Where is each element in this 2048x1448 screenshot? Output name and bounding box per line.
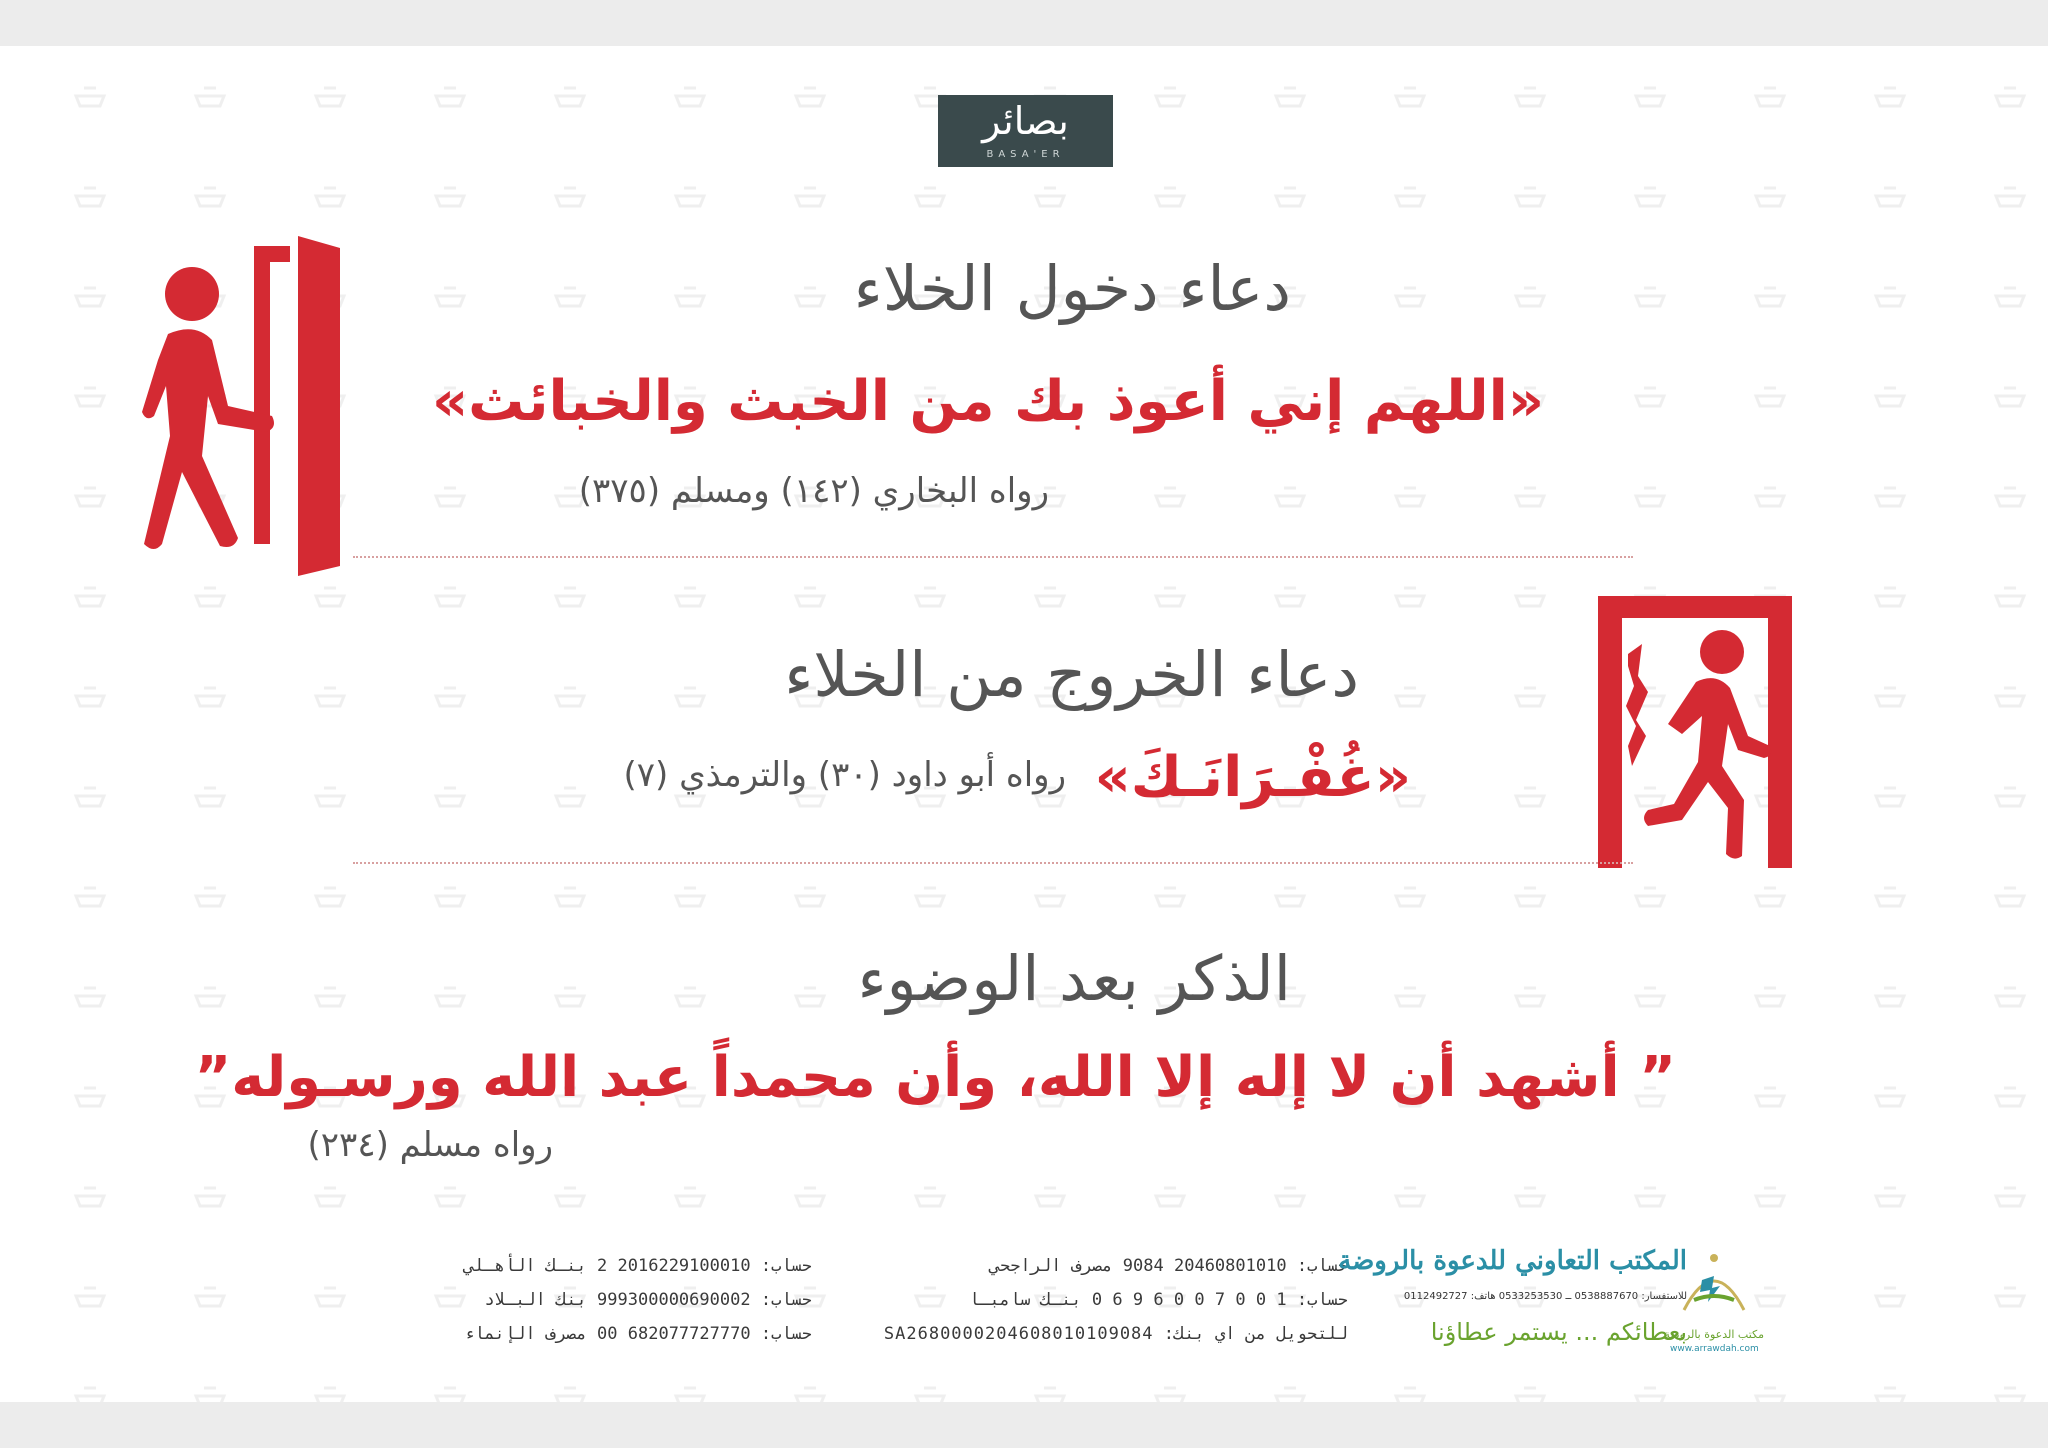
pattern-motif xyxy=(1876,588,1904,606)
pattern-motif xyxy=(1396,588,1424,606)
section-3-reference: رواه مسلم (٢٣٤) xyxy=(307,1125,553,1165)
pattern-motif xyxy=(196,588,224,606)
pattern-motif xyxy=(1516,788,1544,806)
pattern-motif xyxy=(1996,388,2024,406)
pattern-motif xyxy=(1996,588,2024,606)
pattern-motif xyxy=(76,288,104,306)
pattern-motif xyxy=(916,588,944,606)
pattern-motif xyxy=(1876,1188,1904,1206)
pattern-motif xyxy=(76,788,104,806)
pattern-motif xyxy=(916,1288,944,1306)
pattern-motif xyxy=(1996,488,2024,506)
pattern-motif xyxy=(916,1188,944,1206)
pattern-motif xyxy=(196,1188,224,1206)
pattern-motif xyxy=(676,88,704,106)
pattern-motif xyxy=(1996,688,2024,706)
pattern-motif xyxy=(196,1288,224,1306)
pattern-motif xyxy=(1276,888,1304,906)
pattern-motif xyxy=(1276,88,1304,106)
pattern-motif xyxy=(556,588,584,606)
pattern-motif xyxy=(76,188,104,206)
pattern-motif xyxy=(316,1388,344,1402)
office-logo-url: www.arrawdah.com xyxy=(1670,1344,1759,1354)
office-name: المكتب التعاوني للدعوة بالروضة xyxy=(1338,1246,1687,1276)
pattern-motif xyxy=(1876,1288,1904,1306)
section-2-reference: رواه أبو داود (٣٠) والترمذي (٧) xyxy=(623,755,1066,795)
bank-iban: للتحويل من اي بنك: SA2680000204608010109084 xyxy=(883,1324,1348,1344)
pattern-motif xyxy=(1636,1388,1664,1402)
pattern-motif xyxy=(316,188,344,206)
pattern-motif xyxy=(1756,388,1784,406)
pattern-motif xyxy=(1516,688,1544,706)
pattern-motif xyxy=(76,1188,104,1206)
pattern-motif xyxy=(1876,188,1904,206)
office-slogan: بعطائكم ... يستمر عطاؤنا xyxy=(1430,1318,1687,1346)
pattern-motif xyxy=(1996,88,2024,106)
pattern-motif xyxy=(556,888,584,906)
pattern-motif xyxy=(196,188,224,206)
pattern-motif xyxy=(1156,1188,1184,1206)
pattern-motif xyxy=(556,988,584,1006)
pattern-motif xyxy=(1636,188,1664,206)
basaer-logo xyxy=(938,95,1113,167)
pattern-motif xyxy=(796,1388,824,1402)
pattern-motif xyxy=(556,1388,584,1402)
pattern-motif xyxy=(676,888,704,906)
pattern-motif xyxy=(1756,1388,1784,1402)
pattern-motif xyxy=(76,488,104,506)
pattern-motif xyxy=(76,988,104,1006)
pattern-motif xyxy=(1516,88,1544,106)
pattern-motif xyxy=(1396,288,1424,306)
pattern-motif xyxy=(796,1188,824,1206)
section-1-reference: رواه البخاري (١٤٢) ومسلم (٣٧٥) xyxy=(578,471,1049,511)
pattern-motif xyxy=(1876,788,1904,806)
person-exiting-door-icon xyxy=(1598,596,1792,868)
person-entering-door-icon xyxy=(140,236,350,576)
pattern-motif xyxy=(316,988,344,1006)
section-2-title: دعاء الخروج من الخلاء xyxy=(784,638,1359,711)
pattern-motif xyxy=(1996,288,2024,306)
pattern-motif xyxy=(316,688,344,706)
pattern-motif xyxy=(196,88,224,106)
pattern-motif xyxy=(916,888,944,906)
pattern-motif xyxy=(1636,488,1664,506)
office-logo-name: مكتب الدعوة بالروضة xyxy=(1664,1328,1764,1341)
pattern-motif xyxy=(676,688,704,706)
pattern-motif xyxy=(1636,288,1664,306)
bank-rajhi: حساب: 20460801010 9084 مصرف الراجحي xyxy=(989,1256,1348,1276)
pattern-motif xyxy=(1996,988,2024,1006)
pattern-motif xyxy=(1636,1188,1664,1206)
pattern-motif xyxy=(1756,1088,1784,1106)
pattern-motif xyxy=(76,1388,104,1402)
pattern-motif xyxy=(1876,988,1904,1006)
pattern-motif xyxy=(436,188,464,206)
pattern-motif xyxy=(796,188,824,206)
pattern-motif xyxy=(316,788,344,806)
logo-latin-text: BASA'ER xyxy=(986,149,1065,160)
pattern-motif xyxy=(1156,1388,1184,1402)
pattern-motif xyxy=(916,188,944,206)
pattern-motif xyxy=(1756,288,1784,306)
pattern-motif xyxy=(556,1188,584,1206)
pattern-motif xyxy=(316,588,344,606)
pattern-motif xyxy=(1996,888,2024,906)
pattern-motif xyxy=(1876,688,1904,706)
office-phones: للاستفسار: 0538887670 ــ 0533253530 هاتف: 0112492727 xyxy=(1403,1291,1687,1302)
pattern-motif xyxy=(436,988,464,1006)
pattern-motif xyxy=(796,588,824,606)
pattern-motif xyxy=(796,988,824,1006)
pattern-motif xyxy=(556,88,584,106)
pattern-motif xyxy=(196,688,224,706)
pattern-motif xyxy=(76,1088,104,1106)
pattern-motif xyxy=(1036,188,1064,206)
pattern-motif xyxy=(436,1188,464,1206)
pattern-motif xyxy=(1636,388,1664,406)
pattern-motif xyxy=(1276,188,1304,206)
pattern-motif xyxy=(796,88,824,106)
pattern-motif xyxy=(436,88,464,106)
pattern-motif xyxy=(1156,88,1184,106)
pattern-motif xyxy=(436,588,464,606)
pattern-motif xyxy=(76,1288,104,1306)
pattern-motif xyxy=(1636,88,1664,106)
bank-alinma: حساب: 682077727770 00 مصرف الإنماء xyxy=(463,1324,812,1344)
pattern-motif xyxy=(1516,188,1544,206)
pattern-motif xyxy=(1996,1388,2024,1402)
pattern-motif xyxy=(556,288,584,306)
pattern-motif xyxy=(1636,888,1664,906)
pattern-motif xyxy=(1756,1188,1784,1206)
pattern-motif xyxy=(1036,1388,1064,1402)
pattern-motif xyxy=(1876,1388,1904,1402)
pattern-motif xyxy=(76,388,104,406)
pattern-motif xyxy=(1756,1288,1784,1306)
pattern-motif xyxy=(1516,288,1544,306)
pattern-motif xyxy=(436,788,464,806)
pattern-motif xyxy=(1396,1188,1424,1206)
pattern-motif xyxy=(1396,188,1424,206)
section-divider xyxy=(353,862,1633,864)
section-3-dua: ” أشهد أن لا إله إلا الله، وأن محمداً عبد الله ورسـوله” xyxy=(194,1045,1676,1110)
section-divider xyxy=(353,556,1633,558)
pattern-motif xyxy=(1756,188,1784,206)
pattern-motif xyxy=(1996,1188,2024,1206)
pattern-motif xyxy=(676,1188,704,1206)
pattern-motif xyxy=(1876,1088,1904,1106)
pattern-motif xyxy=(76,588,104,606)
pattern-motif xyxy=(316,888,344,906)
pattern-motif xyxy=(1756,88,1784,106)
pattern-motif xyxy=(1396,888,1424,906)
pattern-motif xyxy=(1996,788,2024,806)
pattern-motif xyxy=(1036,1188,1064,1206)
bank-albilad: حساب: 999300000690002 بنك البـلاد xyxy=(484,1290,812,1310)
pattern-motif xyxy=(1156,488,1184,506)
pattern-motif xyxy=(1756,488,1784,506)
pattern-motif xyxy=(1396,688,1424,706)
poster-sheet xyxy=(0,46,2048,1402)
pattern-motif xyxy=(196,788,224,806)
pattern-motif xyxy=(1756,988,1784,1006)
pattern-motif xyxy=(556,788,584,806)
pattern-motif xyxy=(676,1388,704,1402)
pattern-motif xyxy=(676,188,704,206)
pattern-motif xyxy=(1396,988,1424,1006)
pattern-motif xyxy=(436,1388,464,1402)
pattern-motif xyxy=(1516,588,1544,606)
pattern-motif xyxy=(1636,988,1664,1006)
pattern-motif xyxy=(1396,1388,1424,1402)
pattern-motif xyxy=(1276,488,1304,506)
pattern-motif xyxy=(1396,488,1424,506)
section-1-title: دعاء دخول الخلاء xyxy=(853,252,1291,325)
pattern-motif xyxy=(1516,888,1544,906)
pattern-motif xyxy=(436,1288,464,1306)
pattern-motif xyxy=(436,688,464,706)
pattern-motif xyxy=(1876,888,1904,906)
pattern-motif xyxy=(676,288,704,306)
pattern-motif xyxy=(1036,588,1064,606)
bank-ahli: حساب: 2016229100010 2 بنـك الأهـلي xyxy=(463,1256,812,1276)
pattern-motif xyxy=(1756,888,1784,906)
pattern-motif xyxy=(676,988,704,1006)
pattern-motif xyxy=(1876,88,1904,106)
pattern-motif xyxy=(1276,1388,1304,1402)
pattern-motif xyxy=(1876,488,1904,506)
pattern-motif xyxy=(1996,1088,2024,1106)
pattern-motif xyxy=(676,588,704,606)
pattern-motif xyxy=(76,88,104,106)
pattern-motif xyxy=(1996,188,2024,206)
pattern-motif xyxy=(196,988,224,1006)
pattern-motif xyxy=(556,188,584,206)
pattern-motif xyxy=(1156,188,1184,206)
pattern-motif xyxy=(796,888,824,906)
pattern-motif xyxy=(1516,1388,1544,1402)
pattern-motif xyxy=(436,488,464,506)
section-3-title: الذكر بعد الوضوء xyxy=(857,942,1291,1015)
pattern-motif xyxy=(316,1288,344,1306)
pattern-motif xyxy=(1276,588,1304,606)
pattern-motif xyxy=(1276,1188,1304,1206)
pattern-motif xyxy=(916,1388,944,1402)
pattern-motif xyxy=(1156,888,1184,906)
pattern-motif xyxy=(1516,488,1544,506)
pattern-motif xyxy=(76,688,104,706)
pattern-motif xyxy=(796,288,824,306)
pattern-motif xyxy=(316,1188,344,1206)
pattern-motif xyxy=(196,888,224,906)
section-1-dua: «اللهم إني أعوذ بك من الخبث والخبائث» xyxy=(431,369,1544,434)
pattern-motif xyxy=(556,688,584,706)
office-logo-icon xyxy=(1668,1250,1760,1322)
pattern-motif xyxy=(436,888,464,906)
pattern-motif xyxy=(1516,988,1544,1006)
pattern-motif xyxy=(1516,1188,1544,1206)
pattern-motif xyxy=(316,88,344,106)
logo-arabic-text: بصائر xyxy=(982,99,1069,143)
bank-samba: حساب: 1 0 0 7 0 0 6 9 6 0 بنـك سامبـا xyxy=(969,1290,1348,1310)
pattern-motif xyxy=(1996,1288,2024,1306)
pattern-motif xyxy=(1876,288,1904,306)
pattern-motif xyxy=(1156,588,1184,606)
pattern-motif xyxy=(76,888,104,906)
pattern-motif xyxy=(1036,888,1064,906)
pattern-motif xyxy=(436,288,464,306)
pattern-motif xyxy=(196,1388,224,1402)
pattern-motif xyxy=(1396,88,1424,106)
pattern-motif xyxy=(1876,388,1904,406)
section-2-dua: «غُفْـرَانَـكَ» xyxy=(1094,745,1411,810)
